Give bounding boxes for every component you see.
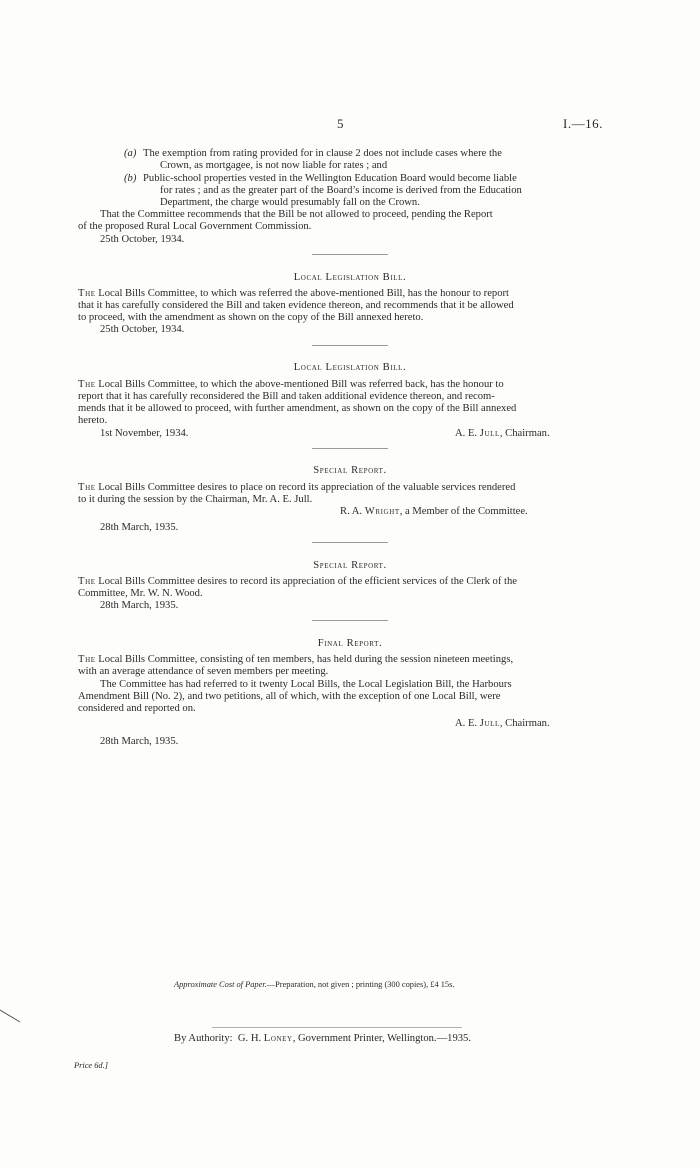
section-date: 28th March, 1935.	[100, 522, 179, 533]
paragraph-line: Local Bills Committee, to which was referred the above-mentioned Bill, has the honour to report	[98, 288, 509, 299]
imprint-rule	[212, 1027, 462, 1028]
item-b-label: (b)	[124, 173, 137, 184]
page-number: 5	[337, 116, 344, 131]
section-heading: Final Report.	[317, 638, 383, 649]
scan-mark	[0, 1008, 24, 1026]
printer-imprint: By Authority: G. H. Loney, Government Printer, Wellington.—1935.	[174, 1033, 472, 1044]
section-heading: Local Legislation Bill.	[293, 272, 407, 283]
intro-conclusion-cont: of the proposed Rural Local Government Commission.	[78, 221, 312, 232]
item-b-text-cont: Department, the charge would presumably fall on the Crown.	[160, 197, 420, 208]
paragraph-line: mends that it be allowed to proceed, with further amendment, as shown on the copy of the Bill annexed	[78, 403, 517, 414]
paragraph-line: Local Bills Committee, to which the above-mentioned Bill was referred back, has the honour to	[98, 379, 504, 390]
intro-date: 25th October, 1934.	[100, 234, 185, 245]
item-b-text: Public-school properties vested in the Wellington Education Board would become liable	[143, 173, 517, 184]
price-note: Price 6d.]	[74, 1061, 108, 1070]
paragraph-line: to it during the session by the Chairman, Mr. A. E. Jull.	[78, 494, 313, 505]
section-divider	[312, 448, 388, 449]
paragraph-line: Amendment Bill (No. 2), and two petitions, all of which, with the exception of one Local Bill, were	[78, 691, 501, 702]
section-divider	[312, 620, 388, 621]
signature: R. A. Wright, a Member of the Committee.	[340, 506, 528, 517]
section-date: 28th March, 1935.	[100, 600, 179, 611]
paragraph-line: hereto.	[78, 415, 108, 426]
section-date: 28th March, 1935.	[100, 736, 179, 747]
section-heading: Special Report.	[313, 465, 387, 476]
signature: A. E. Jull, Chairman.	[455, 428, 550, 439]
item-a-label: (a)	[124, 148, 137, 159]
paragraph-line: that it has carefully considered the Bill and taken evidence thereon, and recommends that it be allowed	[78, 300, 514, 311]
intro-conclusion: That the Committee recommends that the Bill be not allowed to proceed, pending the Report	[100, 209, 493, 220]
section-date: 1st November, 1934.	[100, 428, 189, 439]
paragraph-line: The Committee has had referred to it twenty Local Bills, the Local Legislation Bill, the Harbours	[100, 679, 512, 690]
paragraph-line: report that it has carefully reconsidered the Bill and taken additional evidence thereon, and recom-	[78, 391, 495, 402]
document-id: I.—16.	[563, 116, 603, 131]
lead-word: The	[78, 576, 96, 587]
item-a-text: The exemption from rating provided for in clause 2 does not include cases where the	[143, 148, 502, 159]
cost-note: Approximate Cost of Paper.—Preparation, not given ; printing (300 copies), £4 15s.	[174, 980, 455, 989]
paragraph-line: with an average attendance of seven members per meeting.	[78, 666, 329, 677]
lead-word: The	[78, 654, 96, 665]
signature: A. E. Jull, Chairman.	[455, 718, 550, 729]
section-divider	[312, 542, 388, 543]
paragraph-line: Committee, Mr. W. N. Wood.	[78, 588, 203, 599]
section-heading: Local Legislation Bill.	[293, 362, 407, 373]
lead-word: The	[78, 482, 96, 493]
paragraph-line: considered and reported on.	[78, 703, 196, 714]
item-b-text-cont: for rates ; and as the greater part of the Board’s income is derived from the Education	[160, 185, 522, 196]
section-divider	[312, 254, 388, 255]
item-a-text-cont: Crown, as mortgagee, is not now liable for rates ; and	[160, 160, 388, 171]
paragraph-line: Local Bills Committee desires to place on record its appreciation of the valuable services rendered	[98, 482, 516, 493]
section-heading: Special Report.	[313, 560, 387, 571]
lead-word: The	[78, 288, 96, 299]
paragraph-line: to proceed, with the amendment as shown on the copy of the Bill annexed hereto.	[78, 312, 424, 323]
lead-word: The	[78, 379, 96, 390]
paragraph-line: Local Bills Committee, consisting of ten members, has held during the session nineteen meetings,	[98, 654, 514, 665]
paragraph-line: Local Bills Committee desires to record its appreciation of the efficient services of the Clerk of the	[98, 576, 517, 587]
section-date: 25th October, 1934.	[100, 324, 185, 335]
section-divider	[312, 345, 388, 346]
